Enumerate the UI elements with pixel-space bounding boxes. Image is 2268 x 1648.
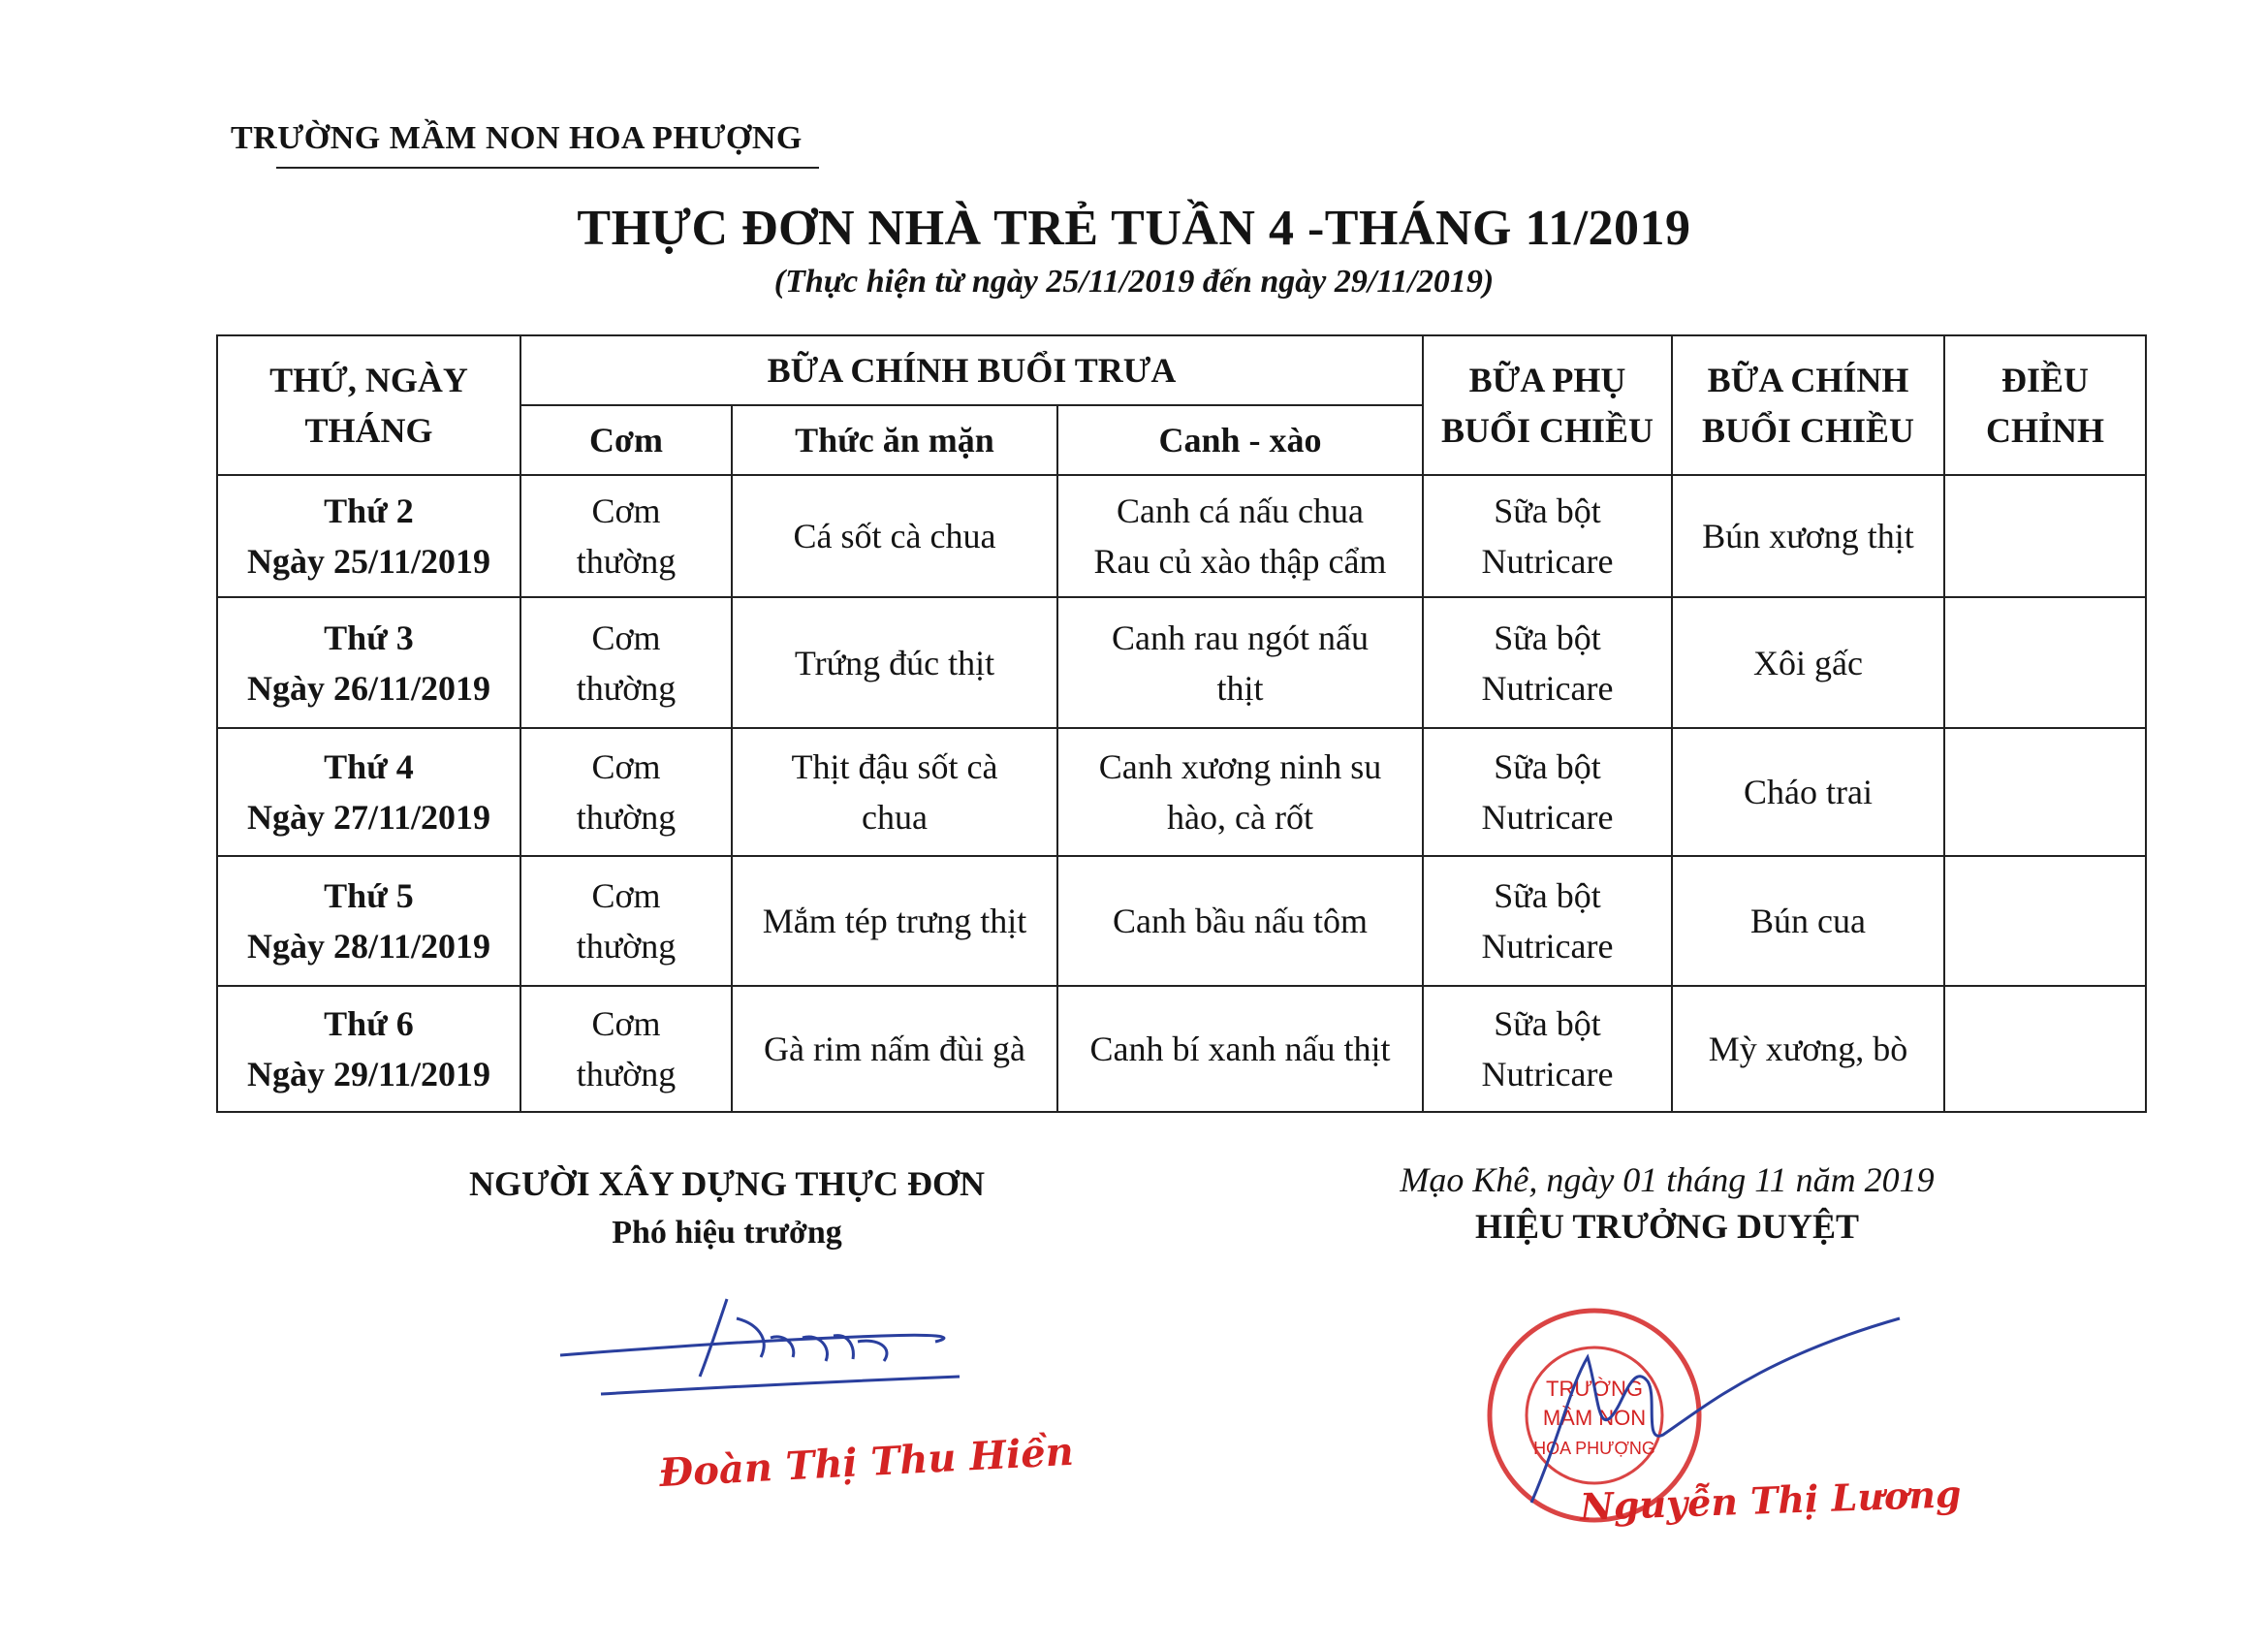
- adjust-cell: [1944, 728, 2146, 856]
- seal-text-line-3: HOA PHƯỢNG: [1533, 1439, 1655, 1458]
- afternoon-main-cell: Bún xương thịt: [1672, 475, 1944, 597]
- menu-date-range: (Thực hiện từ ngày 25/11/2019 đến ngày 29/11/2019): [773, 264, 1495, 300]
- day-cell: Thứ 3 Ngày 26/11/2019: [217, 597, 520, 728]
- afternoon-main-cell: Mỳ xương, bò: [1672, 986, 1944, 1112]
- menu-row: [217, 728, 2146, 856]
- principal-approval-title: HIỆU TRƯỞNG DUYỆT: [1474, 1207, 1860, 1246]
- header-afternoon-snack: BỮA PHỤ BUỔI CHIỀU: [1423, 335, 1672, 475]
- soup-stirfry-cell: Canh rau ngót nấu thịt: [1057, 597, 1423, 728]
- rice-cell: Cơm thường: [520, 986, 732, 1112]
- adjust-cell: [1944, 597, 2146, 728]
- day-cell: Thứ 5 Ngày 28/11/2019: [217, 856, 520, 986]
- menu-author-role: Phó hiệu trưởng: [612, 1215, 842, 1251]
- soup-stirfry-cell: Canh bầu nấu tôm: [1057, 856, 1423, 986]
- school-name-underline: [276, 167, 819, 169]
- rice-cell: Cơm thường: [520, 475, 732, 597]
- afternoon-snack-cell: Sữa bột Nutricare: [1423, 597, 1672, 728]
- weekly-menu-table: [216, 334, 2147, 1113]
- afternoon-main-cell: Cháo trai: [1672, 728, 1944, 856]
- adjust-cell: [1944, 856, 2146, 986]
- vice-principal-name: Đoàn Thị Thu Hiền: [658, 1428, 1075, 1497]
- school-seal: [1473, 1289, 1929, 1580]
- rice-cell: Cơm thường: [520, 728, 732, 856]
- day-cell: Thứ 2 Ngày 25/11/2019: [217, 475, 520, 597]
- afternoon-main-cell: Xôi gấc: [1672, 597, 1944, 728]
- vice-principal-signature: [543, 1280, 989, 1425]
- afternoon-snack-cell: Sữa bột Nutricare: [1423, 728, 1672, 856]
- soup-stirfry-cell: Canh xương ninh su hào, cà rốt: [1057, 728, 1423, 856]
- afternoon-snack-cell: Sữa bột Nutricare: [1423, 856, 1672, 986]
- seal-text-line-2: MẦM NON: [1542, 1406, 1647, 1430]
- rice-cell: Cơm thường: [520, 856, 732, 986]
- salty-dish-cell: Gà rim nấm đùi gà: [732, 986, 1057, 1112]
- afternoon-snack-cell: Sữa bột Nutricare: [1423, 986, 1672, 1112]
- salty-dish-cell: Thịt đậu sốt cà chua: [732, 728, 1057, 856]
- adjust-cell: [1944, 475, 2146, 597]
- menu-row: [217, 986, 2146, 1112]
- header-salty-dish: Thức ăn mặn: [732, 405, 1057, 475]
- day-cell: Thứ 4 Ngày 27/11/2019: [217, 728, 520, 856]
- salty-dish-cell: Mắm tép trưng thịt: [732, 856, 1057, 986]
- salty-dish-cell: Cá sốt cà chua: [732, 475, 1057, 597]
- header-soup-stirfry: Canh - xào: [1057, 405, 1423, 475]
- header-adjust: ĐIỀU CHỈNH: [1944, 335, 2146, 475]
- rice-cell: Cơm thường: [520, 597, 732, 728]
- header-rice: Cơm: [520, 405, 732, 475]
- salty-dish-cell: Trứng đúc thịt: [732, 597, 1057, 728]
- afternoon-snack-cell: Sữa bột Nutricare: [1423, 475, 1672, 597]
- header-afternoon-main: BỮA CHÍNH BUỔI CHIỀU: [1672, 335, 1944, 475]
- menu-row: [217, 597, 2146, 728]
- header-day: THỨ, NGÀY THÁNG: [217, 335, 520, 475]
- menu-row: [217, 475, 2146, 597]
- header-lunch-group: BỮA CHÍNH BUỔI TRƯA: [520, 335, 1423, 405]
- menu-author-title: NGƯỜI XÂY DỰNG THỰC ĐƠN: [469, 1164, 985, 1203]
- soup-stirfry-cell: Canh bí xanh nấu thịt: [1057, 986, 1423, 1112]
- menu-row: [217, 856, 2146, 986]
- place-date: Mạo Khê, ngày 01 tháng 11 năm 2019: [1400, 1160, 1935, 1199]
- principal-name: Nguyễn Thị Lương: [1579, 1472, 1963, 1529]
- adjust-cell: [1944, 986, 2146, 1112]
- day-cell: Thứ 6 Ngày 29/11/2019: [217, 986, 520, 1112]
- school-name: TRƯỜNG MẦM NON HOA PHƯỢNG: [231, 120, 803, 156]
- seal-text-line-1: TRƯỜNG: [1546, 1377, 1643, 1401]
- menu-title: THỰC ĐƠN NHÀ TRẺ TUẦN 4 -THÁNG 11/2019: [577, 201, 1691, 256]
- afternoon-main-cell: Bún cua: [1672, 856, 1944, 986]
- soup-stirfry-cell: Canh cá nấu chua Rau củ xào thập cẩm: [1057, 475, 1423, 597]
